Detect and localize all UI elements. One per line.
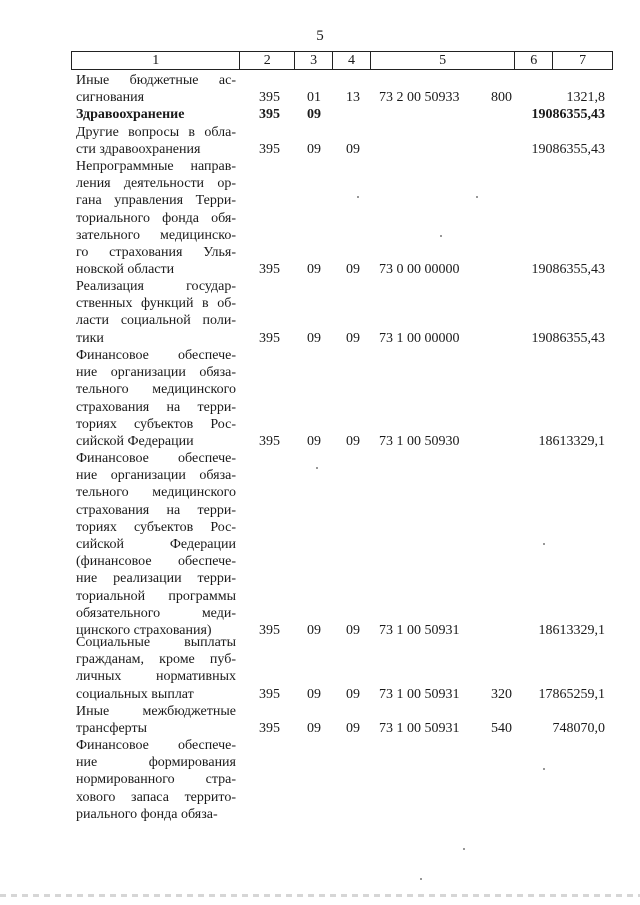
header-col-5: 5: [371, 52, 515, 69]
section-code: 09: [307, 721, 321, 737]
description-line: ласти социальной поли-: [76, 313, 236, 329]
amount: 19086355,43: [531, 142, 605, 158]
scan-speck: [316, 467, 318, 469]
description-line: сийской Федерации: [76, 433, 194, 449]
scan-edge-artifact: [0, 894, 640, 897]
admin-code: 395: [259, 721, 280, 737]
description-line: Иные бюджетные ас-: [76, 73, 236, 88]
scan-speck: [463, 848, 465, 850]
admin-code: 395: [259, 107, 280, 122]
description-line: (финансовое обеспече-: [76, 554, 236, 570]
description-line: социальных выплат: [76, 686, 194, 702]
scan-speck: [420, 878, 422, 880]
expense-type-code: 320: [491, 686, 512, 702]
amount: 18613329,1: [538, 434, 605, 449]
target-article-code: 73 2 00 50933: [379, 90, 460, 106]
section-code: 09: [307, 262, 321, 278]
table-header: [71, 51, 613, 70]
description-line: ториях субъектов Рос-: [76, 416, 236, 432]
description-line: ственных функций в об-: [76, 296, 236, 312]
description-line: гана управления Терри-: [76, 193, 236, 209]
admin-code: 395: [259, 330, 280, 346]
page-number: 5: [316, 28, 324, 44]
amount: 748070,0: [552, 721, 605, 737]
description-line: Финансовое обеспече-: [76, 738, 236, 753]
section-code: 09: [307, 623, 321, 638]
subsection-code: 09: [346, 330, 360, 346]
subsection-code: 09: [346, 686, 360, 702]
section-code: 09: [307, 686, 321, 702]
header-col-3: 3: [295, 52, 333, 69]
section-code: 09: [307, 434, 321, 449]
description-line: ние организации обяза-: [76, 365, 236, 381]
description-line: обязательного меди-: [76, 605, 236, 621]
subsection-code: 09: [346, 262, 360, 278]
description-line: Непрограммные направ-: [76, 159, 236, 174]
description-line: ториального фонда обя-: [76, 210, 236, 226]
header-col-7: 7: [579, 53, 587, 68]
subsection-code: 09: [346, 434, 360, 449]
amount: 18613329,1: [538, 623, 605, 638]
subsection-code: 09: [346, 721, 360, 737]
description-line: Иные межбюджетные: [76, 704, 236, 719]
row-values: [71, 141, 613, 159]
section-code: 01: [307, 90, 321, 106]
section-code: 09: [307, 142, 321, 158]
description-line: тики: [76, 330, 104, 346]
header-col-1: 1: [72, 52, 240, 69]
scan-speck: [357, 196, 359, 198]
description-line: личных нормативных: [76, 669, 236, 685]
scan-speck: [543, 543, 545, 545]
target-article-code: 73 1 00 50931: [379, 686, 460, 702]
description-line: Финансовое обеспече-: [76, 451, 236, 466]
target-article-code: 73 1 00 50930: [379, 434, 460, 449]
description-line: тельного медицинского: [76, 382, 236, 398]
description-line: нормированного стра-: [76, 772, 236, 788]
description-line: трансферты: [76, 721, 148, 737]
row-values: [71, 261, 613, 279]
amount: 17865259,1: [538, 686, 605, 702]
row-values: [71, 433, 613, 451]
description-line: страхования на терри-: [76, 502, 236, 518]
expense-type-code: 800: [491, 90, 512, 106]
description-line: сти здравоохранения: [76, 142, 201, 158]
row-values: [71, 89, 613, 107]
scan-speck: [543, 768, 545, 770]
description-line: ние реализации терри-: [76, 571, 236, 587]
description-line: цинского страхования): [76, 622, 212, 638]
description-line: тельного медицинского: [76, 485, 236, 501]
row-values: [71, 330, 613, 348]
description-line: страхования на терри-: [76, 399, 236, 415]
description-line: Другие вопросы в обла-: [76, 125, 236, 140]
description-line: Реализация государ-: [76, 279, 236, 294]
header-col-4: 4: [333, 52, 371, 69]
amount: 19086355,43: [531, 107, 605, 122]
amount: 1321,8: [566, 90, 605, 106]
section-code: 09: [307, 107, 321, 122]
description-line: гражданам, кроме пуб-: [76, 652, 236, 668]
subsection-code: 09: [346, 623, 360, 638]
admin-code: 395: [259, 90, 280, 106]
row-values: [71, 106, 613, 124]
amount: 19086355,43: [531, 262, 605, 278]
expense-type-code: 540: [491, 721, 512, 737]
description-line: хового запаса террито-: [76, 789, 236, 805]
row-values: [71, 720, 613, 738]
row-values: [71, 686, 613, 704]
description-line: Здравоохранение: [76, 107, 185, 122]
scan-speck: [440, 235, 442, 237]
amount: 19086355,43: [531, 330, 605, 346]
header-col-2: 2: [240, 52, 295, 69]
row-values: [71, 737, 613, 755]
scan-speck: [476, 196, 478, 198]
description-line: ние формирования: [76, 755, 236, 771]
row-description: [76, 450, 236, 639]
section-code: 09: [307, 330, 321, 346]
target-article-code: 73 1 00 50931: [379, 623, 460, 638]
description-line: го страхования Улья-: [76, 244, 236, 260]
description-line: Финансовое обеспече-: [76, 348, 236, 363]
description-line: ления деятельности ор-: [76, 176, 236, 192]
description-line: зательного медицинско-: [76, 227, 236, 243]
admin-code: 395: [259, 686, 280, 702]
description-line: ние организации обяза-: [76, 468, 236, 484]
description-line: ториальной программы: [76, 588, 236, 604]
description-line: сигнования: [76, 90, 145, 106]
description-line: новской области: [76, 262, 175, 278]
description-line: Социальные выплаты: [76, 635, 236, 650]
admin-code: 395: [259, 262, 280, 278]
target-article-code: 73 1 00 00000: [379, 330, 460, 346]
subsection-code: 09: [346, 142, 360, 158]
target-article-code: 73 1 00 50931: [379, 721, 460, 737]
description-line: сийской Федерации: [76, 536, 236, 552]
description-line: риального фонда обяза-: [76, 806, 218, 822]
admin-code: 395: [259, 623, 280, 638]
admin-code: 395: [259, 142, 280, 158]
admin-code: 395: [259, 434, 280, 449]
description-line: ториях субъектов Рос-: [76, 519, 236, 535]
subsection-code: 13: [346, 90, 360, 106]
target-article-code: 73 0 00 00000: [379, 262, 460, 278]
header-col-6: 6: [515, 52, 553, 69]
